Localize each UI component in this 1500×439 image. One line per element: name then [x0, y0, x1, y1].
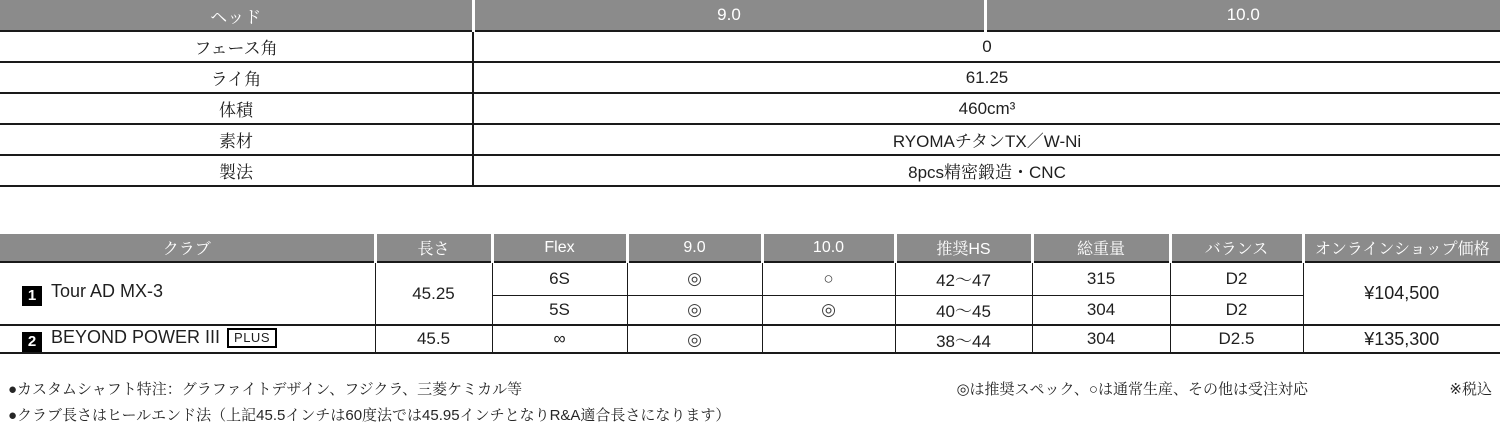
row-value: 460cm³ [473, 93, 1500, 124]
note-marks-legend: ◎は推奨スペック、○は通常生産、その他は受注対応 [956, 381, 1308, 398]
head-table-header-row [0, 0, 1500, 31]
price-cell: ¥135,300 [1303, 325, 1500, 353]
hs-cell: 42～47 [895, 262, 1032, 295]
weight-cell: 304 [1032, 325, 1170, 353]
flex-cell: 5S [492, 295, 627, 325]
flex-cell: ∞ [492, 325, 627, 353]
header-cell-balance: バランス [1170, 234, 1303, 262]
head-spec-table [0, 0, 1500, 187]
balance-cell: D2.5 [1170, 325, 1303, 353]
table-row-construction [0, 155, 1500, 186]
row-value: 61.25 [473, 62, 1500, 93]
club-table-header-row [0, 234, 1500, 262]
club-name-cell [0, 262, 375, 325]
header-cell-loft10: 10.0 [762, 234, 895, 262]
club-name: BEYOND POWER III [51, 326, 221, 347]
loft9-mark-cell: ◎ [627, 325, 762, 353]
row-value: 8pcs精密鍛造・CNC [473, 155, 1500, 186]
row-number-badge: 1 [22, 286, 42, 306]
hs-cell: 40～45 [895, 295, 1032, 325]
header-cell-length: 長さ [375, 234, 492, 262]
loft10-mark-cell [762, 325, 895, 353]
row-value: RYOMAチタンTX／W-Ni [473, 124, 1500, 155]
header-cell-loft9: 9.0 [627, 234, 762, 262]
club-spec-table [0, 234, 1500, 354]
length-cell: 45.5 [375, 325, 492, 353]
balance-cell: D2 [1170, 262, 1303, 295]
header-cell-head: ヘッド [0, 0, 473, 31]
loft10-mark-cell: ○ [762, 262, 895, 295]
note-club-length: ●クラブ長さはヒールエンド法（上記45.5インチは60度法では45.95インチとなりR&A適合長さになります） [8, 407, 731, 424]
table-row-lie-angle [0, 62, 1500, 93]
note-tax-included: ※税込 [1449, 381, 1492, 398]
header-cell-hs: 推奨HS [895, 234, 1032, 262]
row-label: 製法 [0, 155, 473, 186]
note-custom-shaft: ●カスタムシャフト特注：グラファイトデザイン、フジクラ、三菱ケミカル等 [8, 381, 523, 398]
row-label: ライ角 [0, 62, 473, 93]
price-cell: ¥104,500 [1303, 262, 1500, 325]
row-label: フェース角 [0, 31, 473, 62]
hs-cell: 38～44 [895, 325, 1032, 353]
row-label: 体積 [0, 93, 473, 124]
plus-chip: PLUS [227, 328, 277, 348]
header-cell-weight: 総重量 [1032, 234, 1170, 262]
loft9-mark-cell: ◎ [627, 295, 762, 325]
club-name: Tour AD MX-3 [51, 281, 164, 301]
table-row-beyond-power [0, 325, 1500, 353]
header-cell-flex: Flex [492, 234, 627, 262]
balance-cell: D2 [1170, 295, 1303, 325]
table-row-volume [0, 93, 1500, 124]
header-cell-loft10: 10.0 [985, 0, 1500, 31]
table-row-material [0, 124, 1500, 155]
row-value: 0 [473, 31, 1500, 62]
flex-cell: 6S [492, 262, 627, 295]
loft9-mark-cell: ◎ [627, 262, 762, 295]
length-cell: 45.25 [375, 262, 492, 325]
club-name-cell [0, 325, 375, 353]
header-cell-club: クラブ [0, 234, 375, 262]
weight-cell: 315 [1032, 262, 1170, 295]
table-row-face-angle [0, 31, 1500, 62]
weight-cell: 304 [1032, 295, 1170, 325]
header-cell-loft9: 9.0 [473, 0, 985, 31]
header-cell-price: オンラインショップ価格 [1303, 234, 1500, 262]
table-row-tourad-6s [0, 262, 1500, 295]
row-label: 素材 [0, 124, 473, 155]
row-number-badge: 2 [22, 332, 42, 352]
loft10-mark-cell: ◎ [762, 295, 895, 325]
